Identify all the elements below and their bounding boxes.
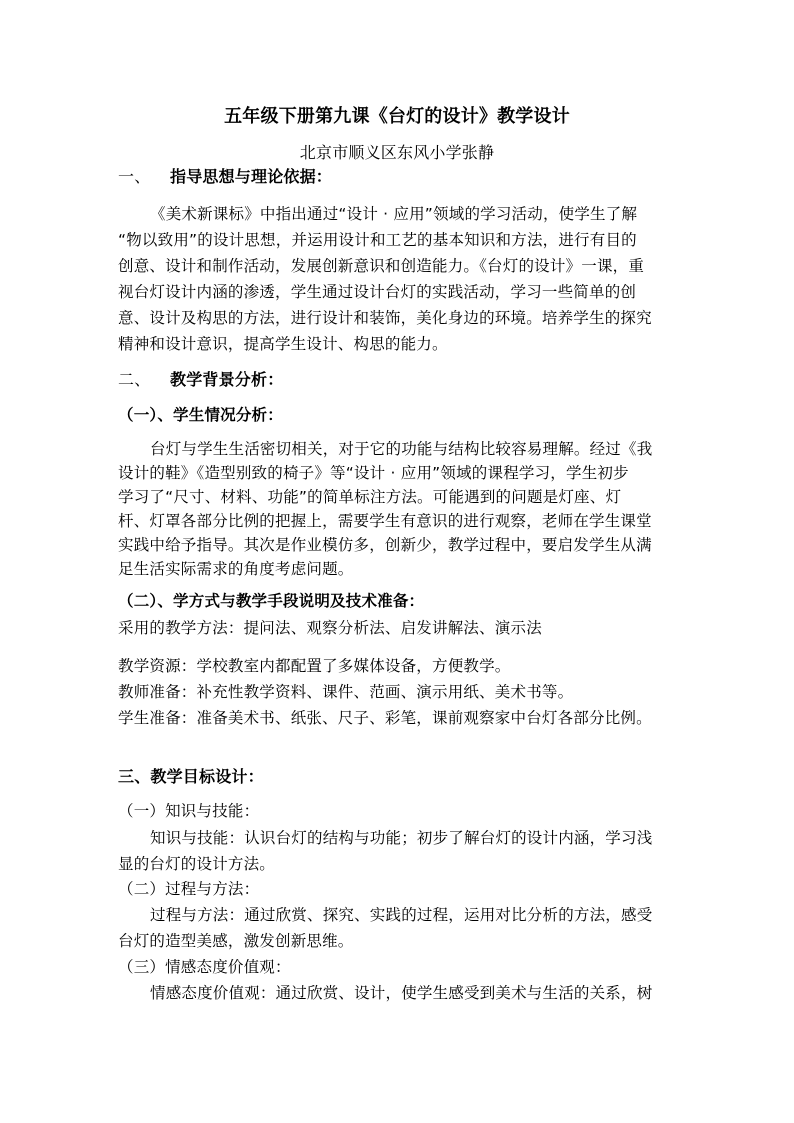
paragraph-line: 设计的鞋》《造型别致的椅子》等“设计 · 应用”领域的课程学习，学生初步 bbox=[118, 464, 629, 482]
paragraph-line: 台灯与学生生活密切相关，对于它的功能与结构比较容易理解。经过《我 bbox=[150, 440, 653, 458]
subsection-3-2-heading: （二）过程与方法： bbox=[118, 880, 260, 898]
section-2-number: 二、 bbox=[118, 370, 151, 389]
paragraph-line: 学生准备：准备美术书、纸张、尺子、彩笔，课前观察家中台灯各部分比例。 bbox=[118, 709, 652, 727]
section-1-number: 一、 bbox=[118, 167, 151, 186]
document-author: 北京市顺义区东风小学张静 bbox=[299, 143, 495, 162]
paragraph-line: 足生活实际需求的角度考虑问题。 bbox=[118, 560, 354, 578]
paragraph-line: 学习了“尺寸、材料、功能”的简单标注方法。可能遇到的问题是灯座、灯 bbox=[118, 488, 622, 506]
paragraph-line: 台灯的造型美感，激发创新思维。 bbox=[118, 932, 354, 950]
section-1-title: 指导思想与理论依据： bbox=[170, 167, 333, 186]
section-3-heading: 三、教学目标设计： bbox=[118, 767, 264, 786]
paragraph-line: 实践中给予指导。其次是作业模仿多，创新少，教学过程中，要启发学生从满 bbox=[118, 536, 652, 554]
paragraph-line: 杆、灯罩各部分比例的把握上，需要学生有意识的进行观察，老师在学生课堂 bbox=[118, 512, 652, 530]
paragraph-line: 创意、设计和制作活动，发展创新意识和创造能力。《台灯的设计》一课，重 bbox=[118, 257, 645, 275]
paragraph-line: 《美术新课标》中指出通过“设计 · 应用”领域的学习活动，使学生了解 bbox=[150, 205, 638, 223]
paragraph-line: 教学资源：学校教室内都配置了多媒体设备，方便教学。 bbox=[118, 657, 511, 675]
paragraph-line: 知识与技能：认识台灯的结构与功能；初步了解台灯的设计内涵，学习浅 bbox=[150, 829, 653, 847]
section-2-title: 教学背景分析： bbox=[170, 370, 284, 389]
paragraph-line: 意、设计及构思的方法，进行设计和装饰，美化身边的环境。培养学生的探究 bbox=[118, 309, 652, 327]
document-title: 五年级下册第九课《台灯的设计》教学设计 bbox=[224, 106, 570, 127]
subsection-2-2-heading: （二）、学方式与教学手段说明及技术准备： bbox=[118, 592, 425, 610]
paragraph-line: “物以致用”的设计思想，并运用设计和工艺的基本知识和方法，进行有目的 bbox=[118, 231, 637, 249]
subsection-2-1-heading: （一）、学生情况分析： bbox=[118, 406, 283, 424]
section-1-heading bbox=[118, 167, 332, 187]
subsection-3-1-heading: （一）知识与技能： bbox=[118, 802, 260, 820]
section-2-heading bbox=[118, 370, 283, 390]
paragraph-line: 精神和设计意识，提高学生设计、构思的能力。 bbox=[118, 335, 448, 353]
subsection-3-3-heading: （三）情感态度价值观： bbox=[118, 958, 291, 976]
paragraph-line: 采用的教学方法：提问法、观察分析法、启发讲解法、演示法 bbox=[118, 619, 542, 637]
paragraph-line: 情感态度价值观：通过欣赏、设计，使学生感受到美术与生活的关系，树 bbox=[150, 984, 653, 1002]
paragraph-line: 教师准备：补充性教学资料、课件、范画、演示用纸、美术书等。 bbox=[118, 683, 574, 701]
paragraph-line: 视台灯设计内涵的渗透，学生通过设计台灯的实践活动，学习一些简单的创 bbox=[118, 283, 637, 301]
paragraph-line: 显的台灯的设计方法。 bbox=[118, 855, 276, 873]
paragraph-line: 过程与方法：通过欣赏、探究、实践的过程，运用对比分析的方法，感受 bbox=[150, 906, 653, 924]
